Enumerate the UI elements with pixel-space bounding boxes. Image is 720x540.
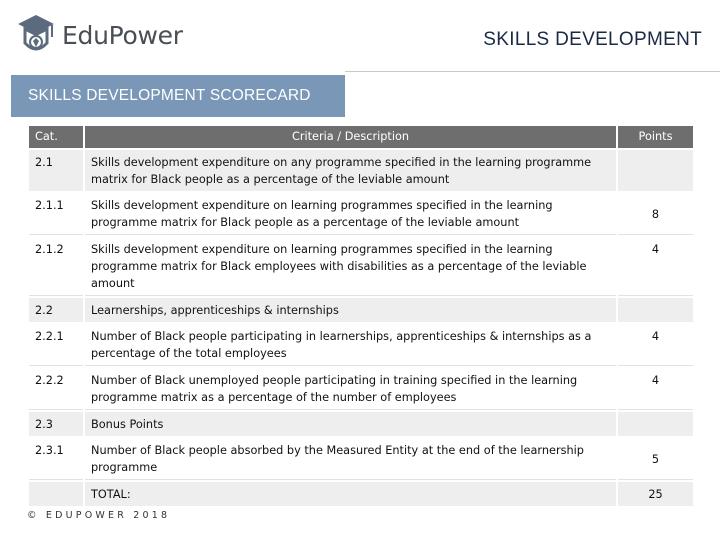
scorecard-banner [11,75,345,117]
row-category: 2.2.1 [29,324,83,366]
table-row [29,368,693,410]
header-criteria: Criteria / Description [85,126,616,148]
table-row [29,324,693,366]
table-row [29,298,693,322]
row-description: Number of Black people participating in learnerships, apprenticeships & internships as a percentage of the total employees [85,324,616,366]
page-title: SKILLS DEVELOPMENT [483,29,702,50]
table-row [29,412,693,436]
row-points: 5 [618,438,693,480]
header-divider [345,71,720,72]
total-points: 25 [618,482,693,506]
row-description: Skills development expenditure on learning programmes specified in the learning programme matrix for Black people as a percentage of the leviable amount [85,193,616,235]
row-points [618,298,693,322]
row-points: 4 [618,324,693,366]
edupower-logo [16,12,183,58]
row-category: 2.1.2 [29,237,83,296]
header-category: Cat. [29,126,83,148]
row-category: 2.3.1 [29,438,83,480]
row-points [618,412,693,436]
row-category: 2.2.2 [29,368,83,410]
row-category: 2.1 [29,150,83,191]
table-row [29,193,693,235]
row-points [618,150,693,191]
table-row [29,237,693,296]
row-description: Number of Black unemployed people participating in training specified in the learning programme matrix as a percentage of the number of employees [85,368,616,410]
row-category: 2.1.1 [29,193,83,235]
table-row [29,150,693,191]
header-points: Points [618,126,693,148]
row-category: 2.2 [29,298,83,322]
row-points: 8 [618,193,693,235]
copyright-footer: © EDUPOWER 2018 [27,510,171,521]
total-label: TOTAL: [85,482,616,506]
row-category [29,482,83,506]
row-description: Skills development expenditure on learning programmes specified in the learning programme matrix for Black employees with disabilities as a percentage of the leviable amount [85,237,616,296]
row-description: Learnerships, apprenticeships & internships [85,298,616,322]
table-total-row [29,482,693,506]
banner-title: SKILLS DEVELOPMENT SCORECARD [28,87,311,104]
logo-wordmark: EduPower [62,20,183,50]
row-description: Bonus Points [85,412,616,436]
row-points: 4 [618,237,693,296]
page-header [0,0,720,72]
scorecard-table [27,124,695,508]
row-points: 4 [618,368,693,410]
graduation-shield-icon [16,13,56,57]
table-header-row [29,126,693,148]
row-description: Skills development expenditure on any programme specified in the learning programme matrix for Black people as a percentage of the leviable amount [85,150,616,191]
row-category: 2.3 [29,412,83,436]
table-row [29,438,693,480]
row-description: Number of Black people absorbed by the Measured Entity at the end of the learnership programme [85,438,616,480]
